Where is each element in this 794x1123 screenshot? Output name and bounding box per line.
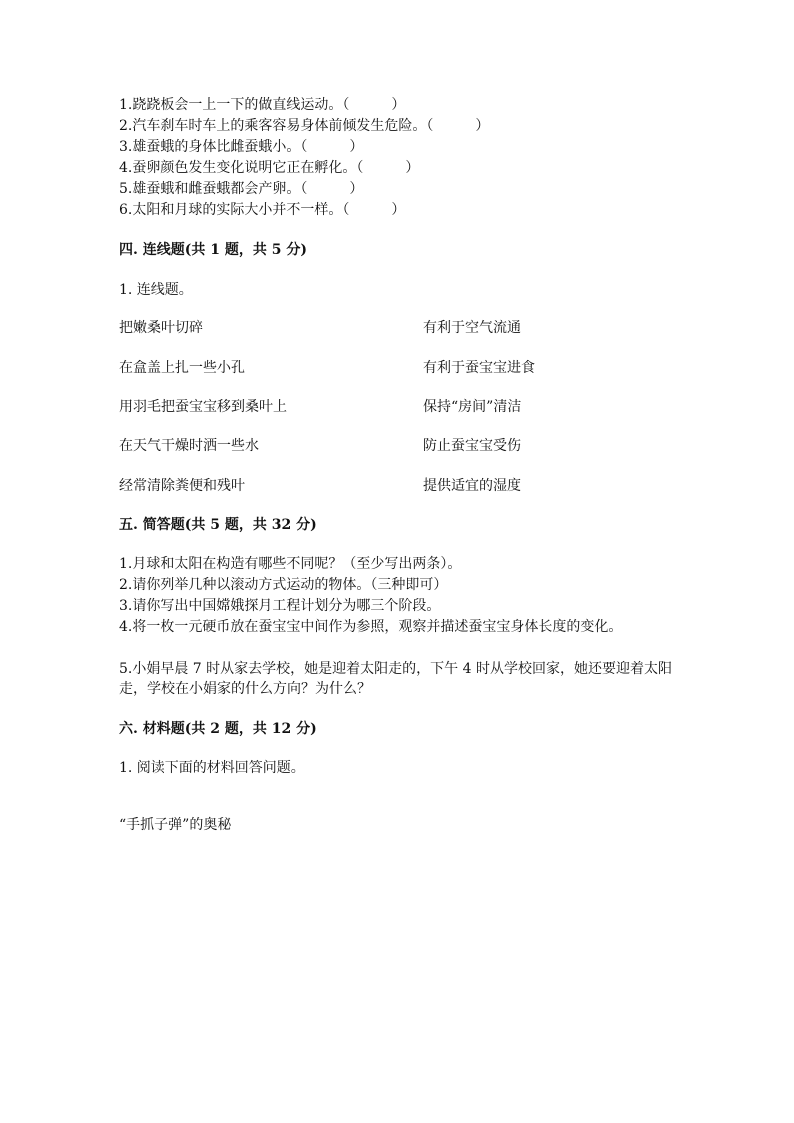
judgement-item-6: 6.太阳和月球的实际大小并不一样。（ ） [119,202,406,218]
short-answer-2: 2.请你列举几种以滚动方式运动的物体。（三种即可） [119,577,448,593]
judgement-item-5: 5.雄蚕蛾和雌蚕蛾都会产卵。（ ） [119,181,364,197]
match-right-item-3: 保持“房间”清洁 [423,399,522,415]
short-answer-5: 5.小娟早晨 7 时从家去学校，她是迎着太阳走的，下午 4 时从学校回家，她还要迎着太阳走，学校在小娟家的什么方向？为什么？ [119,661,672,697]
match-right-item-1: 有利于空气流通 [423,320,521,336]
judgement-item-3: 3.雄蚕蛾的身体比雌蚕蛾小。（ ） [119,139,364,155]
short-answer-3: 3.请你写出中国嫦娥探月工程计划分为哪三个阶段。 [119,598,441,614]
match-left-item-1: 把嫩桑叶切碎 [119,320,203,336]
section-5-title: 五. 简答题(共 5 题，共 32 分) [119,517,317,533]
judgement-item-1: 1.跷跷板会一上一下的做直线运动。（ ） [119,97,406,113]
material-title: “手抓子弹”的奥秘 [119,817,232,833]
short-answer-1: 1.月球和太阳在构造有哪些不同呢？（至少写出两条）。 [119,556,462,572]
section-6-title: 六. 材料题(共 2 题，共 12 分) [119,721,317,737]
match-right-item-2: 有利于蚕宝宝进食 [423,360,535,376]
material-question: 1. 阅读下面的材料回答问题。 [119,760,305,776]
judgement-item-2: 2.汽车刹车时车上的乘客容易身体前倾发生危险。（ ） [119,118,490,134]
judgement-item-4: 4.蚕卵颜色发生变化说明它正在孵化。（ ） [119,160,420,176]
section-4-title: 四. 连线题(共 1 题，共 5 分) [119,242,307,258]
match-left-item-4: 在天气干燥时洒一些水 [119,438,259,454]
match-left-item-5: 经常清除粪便和残叶 [119,478,245,494]
section-4-question: 1. 连线题。 [119,282,193,298]
match-left-item-3: 用羽毛把蚕宝宝移到桑叶上 [119,399,287,415]
match-left-item-2: 在盒盖上扎一些小孔 [119,360,245,376]
short-answer-4: 4.将一枚一元硬币放在蚕宝宝中间作为参照，观察并描述蚕宝宝身体长度的变化。 [119,619,623,635]
match-right-item-5: 提供适宜的湿度 [423,478,521,494]
match-right-item-4: 防止蚕宝宝受伤 [423,438,521,454]
